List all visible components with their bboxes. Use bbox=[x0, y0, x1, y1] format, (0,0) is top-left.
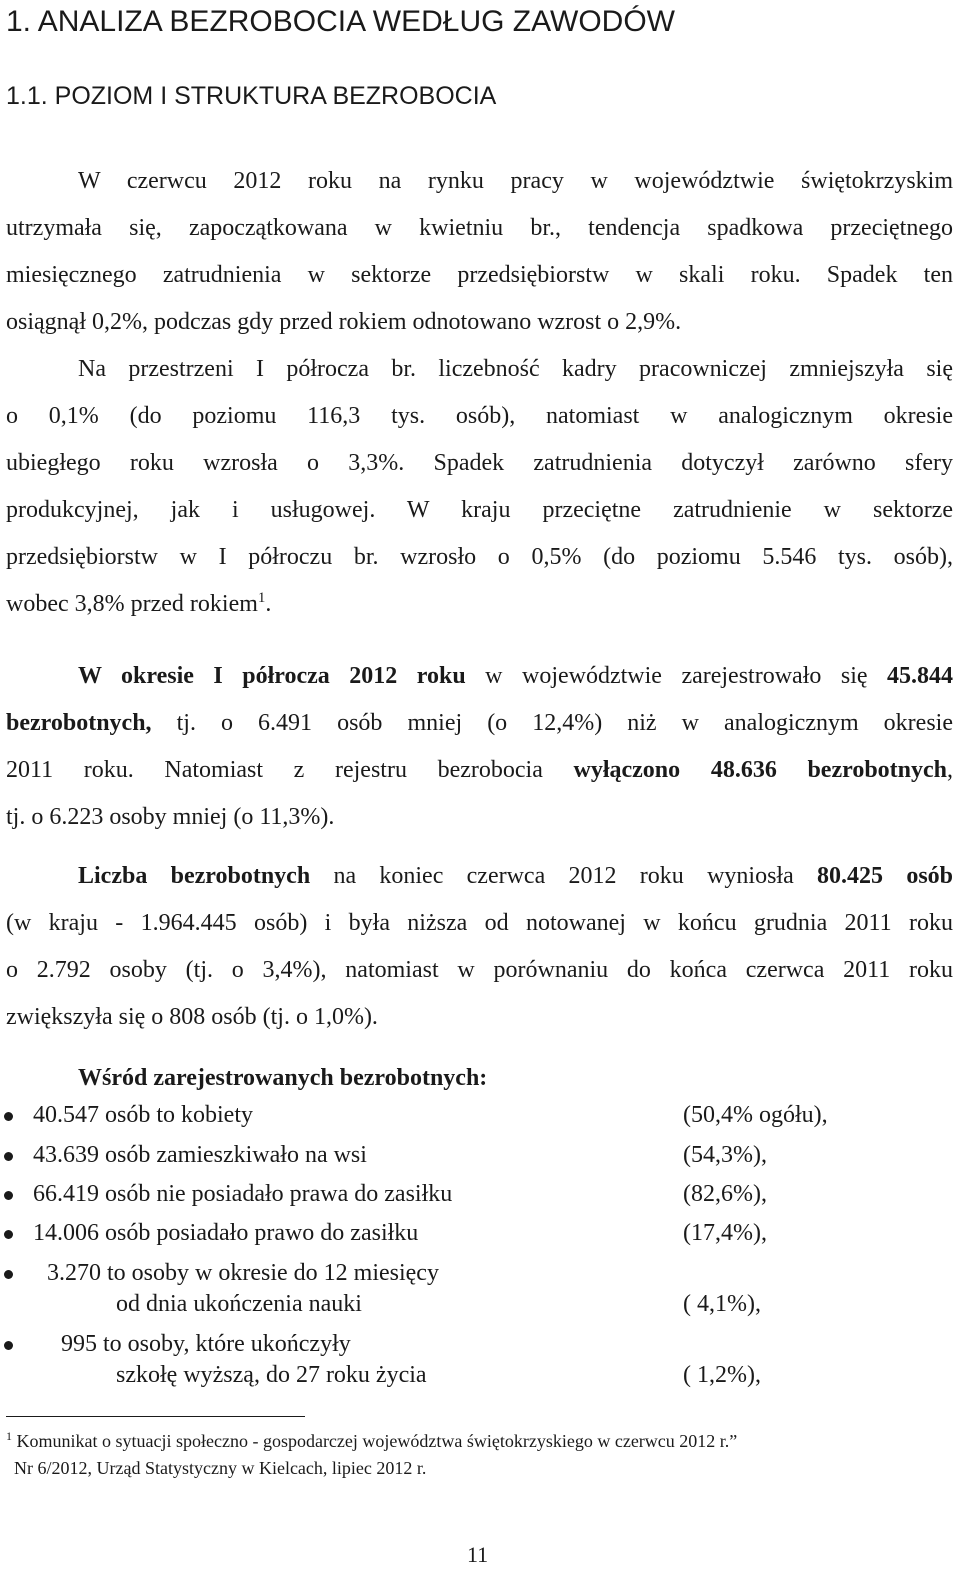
footnote-ref: 1 bbox=[257, 590, 266, 606]
emphasis-text: Liczba bezrobotnych bbox=[78, 863, 311, 889]
bullet-icon bbox=[4, 1152, 13, 1161]
paragraph-line: miesięcznego zatrudnienia w sektorze przedsiębiorstw w skali roku. Spadek ten bbox=[6, 262, 953, 288]
paragraph-line-last bbox=[6, 581, 953, 628]
footnote-separator bbox=[6, 1416, 305, 1417]
list-item-text: 40.547 osób to kobiety bbox=[33, 1102, 253, 1128]
footnote-mark: 1 bbox=[6, 1429, 12, 1443]
paragraph-line: przedsiębiorstw w I półroczu br. wzrosło o 0,5% (do poziomu 5.546 tys. osób), bbox=[6, 544, 953, 570]
paragraph-registered bbox=[6, 653, 953, 841]
list-item bbox=[0, 1329, 960, 1391]
list-item-value: ( 4,1%), bbox=[683, 1291, 761, 1317]
paragraph-text bbox=[680, 757, 711, 783]
paragraph-text: , bbox=[947, 757, 954, 783]
paragraph-line: ubiegłego roku wzrosła o 3,3%. Spadek zatrudnienia dotyczył zarówno sfery bbox=[6, 450, 953, 476]
list-item-value: (54,3%), bbox=[683, 1142, 767, 1168]
list-item-text: od dnia ukończenia nauki bbox=[116, 1291, 362, 1317]
list-item-text: 14.006 osób posiadało prawo do zasiłku bbox=[33, 1220, 419, 1246]
page-number: 11 bbox=[467, 1542, 489, 1567]
paragraph-text: 2011 roku. Natomiast z rejestru bezrobocia bbox=[6, 757, 574, 783]
bullet-icon bbox=[4, 1270, 13, 1279]
list-item-value: (17,4%), bbox=[683, 1220, 767, 1246]
bullet-icon bbox=[4, 1341, 13, 1350]
paragraph-line: o 2.792 osoby (tj. o 3,4%), natomiast w porównaniu do końca czerwca 2011 roku bbox=[6, 957, 953, 983]
paragraph-line: osiągnął 0,2%, podczas gdy przed rokiem odnotowano wzrost o 2,9%. bbox=[6, 309, 682, 335]
list-item-text: 43.639 osób zamieszkiwało na wsi bbox=[33, 1142, 367, 1168]
emphasis-text: bezrobotnych, bbox=[6, 710, 152, 736]
paragraph-line: (w kraju - 1.964.445 osób) i była niższa od notowanej w końcu grudnia 2011 roku bbox=[6, 910, 953, 936]
bullet-icon bbox=[4, 1191, 13, 1200]
paragraph-line: Na przestrzeni I półrocza br. liczebność kadry pracowniczej zmniejszyła się bbox=[78, 356, 953, 382]
footnote-text: Komunikat o sytuacji społeczno - gospodarczej województwa świętokrzyskiego w czerwcu 2012 r.” bbox=[12, 1431, 738, 1451]
list-item-text: 995 to osoby, które ukończyły bbox=[61, 1331, 351, 1357]
section-heading: 1.1. POZIOM I STRUKTURA BEZROBOCIA bbox=[6, 82, 497, 110]
chapter-heading: 1. ANALIZA BEZROBOCIA WEDŁUG ZAWODÓW bbox=[6, 5, 675, 38]
paragraph-line: W czerwcu 2012 roku na rynku pracy w województwie świętokrzyskim bbox=[78, 168, 953, 194]
emphasis-text: 48.636 bezrobotnych bbox=[710, 757, 948, 783]
paragraph-text: . bbox=[265, 591, 272, 617]
paragraph-line bbox=[6, 700, 953, 747]
bullet-icon bbox=[4, 1230, 13, 1239]
emphasis-text: 80.425 osób bbox=[817, 863, 954, 889]
emphasis-text: W okresie I półrocza 2012 roku bbox=[78, 663, 466, 689]
paragraph-text: tj. o 6.491 osób mniej (o 12,4%) niż w analogicznym okresie bbox=[151, 710, 953, 736]
list-item-value: (50,4% ogółu), bbox=[683, 1102, 828, 1128]
paragraph-line: utrzymała się, zapoczątkowana w kwietniu br., tendencja spadkowa przeciętnego bbox=[6, 215, 953, 241]
footnote-line bbox=[6, 1428, 737, 1455]
paragraph-line: produkcyjnej, jak i usługowej. W kraju przeciętne zatrudnienie w sektorze bbox=[6, 497, 953, 523]
bullet-icon bbox=[4, 1112, 13, 1121]
paragraph-employment bbox=[6, 158, 953, 628]
emphasis-text: wyłączono bbox=[573, 757, 681, 783]
list-item bbox=[0, 1258, 960, 1320]
paragraph-text: w województwie zarejestrowało się bbox=[465, 663, 887, 689]
list-item-text: 66.419 osób nie posiadało prawa do zasiłku bbox=[33, 1181, 453, 1207]
paragraph-line: o 0,1% (do poziomu 116,3 tys. osób), natomiast w analogicznym okresie bbox=[6, 403, 953, 429]
paragraph-unemployed-count bbox=[6, 853, 953, 1041]
paragraph-text: wobec 3,8% przed rokiem bbox=[6, 591, 258, 617]
paragraph-text: na koniec czerwca 2012 roku wyniosła bbox=[310, 863, 818, 889]
paragraph-line: tj. o 6.223 osoby mniej (o 11,3%). bbox=[6, 804, 335, 830]
list-item-value: (82,6%), bbox=[683, 1181, 767, 1207]
list-item-text: 3.270 to osoby w okresie do 12 miesięcy bbox=[47, 1260, 439, 1286]
list-item-text: szkołę wyższą, do 27 roku życia bbox=[116, 1362, 427, 1388]
paragraph-line: zwiększyła się o 808 osób (tj. o 1,0%). bbox=[6, 1004, 378, 1030]
list-item-value: ( 1,2%), bbox=[683, 1362, 761, 1388]
list-title: Wśród zarejestrowanych bezrobotnych: bbox=[78, 1065, 488, 1091]
paragraph-line bbox=[6, 853, 953, 900]
footnote-line: Nr 6/2012, Urząd Statystyczny w Kielcach, lipiec 2012 r. bbox=[14, 1458, 427, 1478]
paragraph-line bbox=[6, 747, 953, 794]
paragraph-line bbox=[6, 653, 953, 700]
footnote bbox=[6, 1428, 737, 1482]
emphasis-text: 45.844 bbox=[887, 663, 953, 689]
